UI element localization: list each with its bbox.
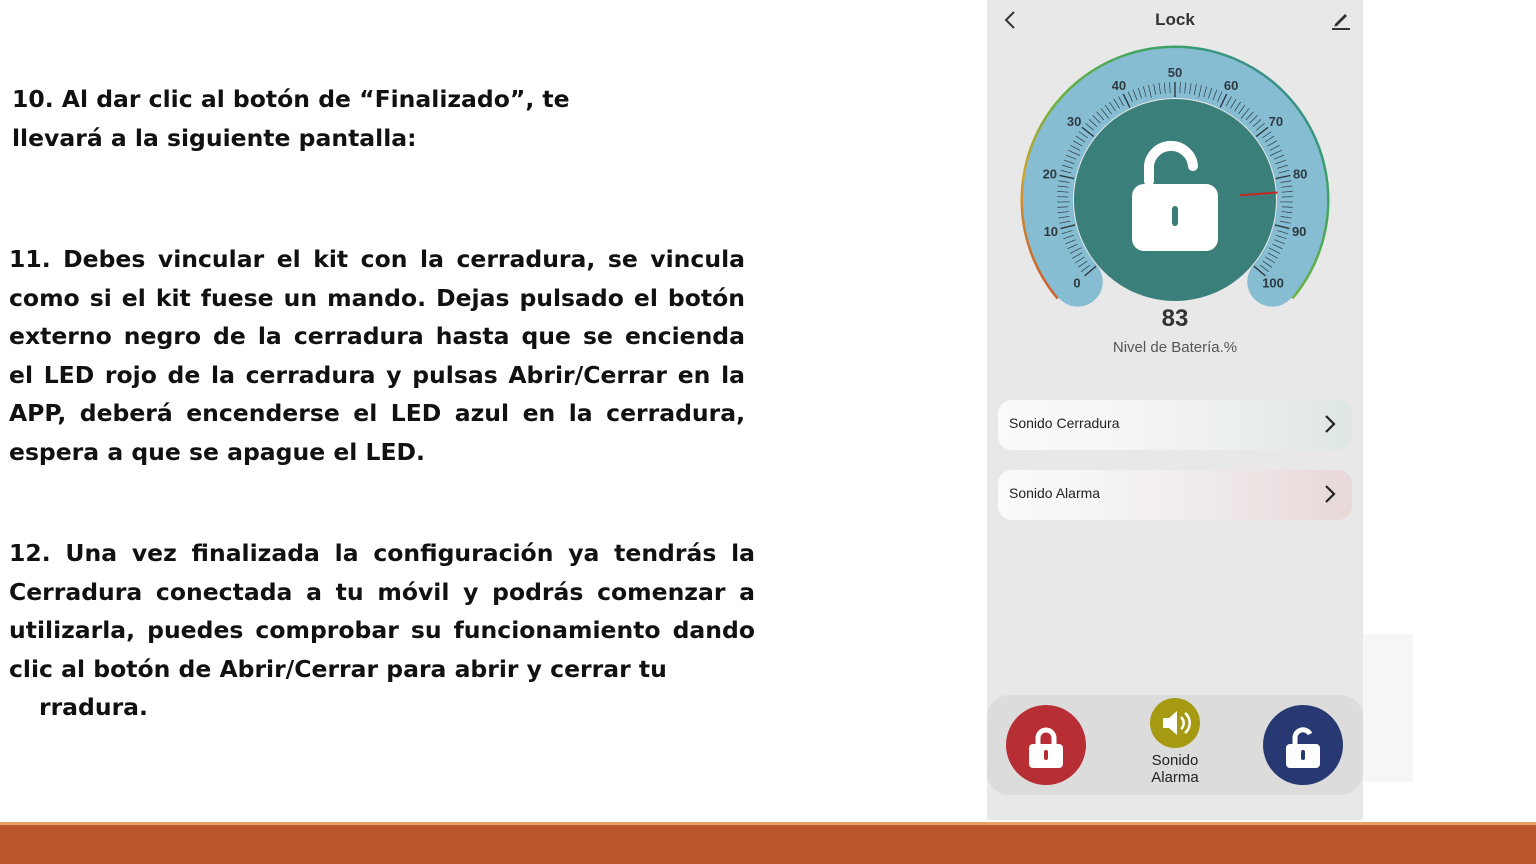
gauge-tick-label: 20 [1042, 166, 1058, 182]
gauge-tick-label: 60 [1223, 77, 1239, 93]
locked-padlock-icon [1006, 705, 1086, 785]
pencil-icon [1329, 8, 1353, 32]
step-10-text: 10. Al dar clic al botón de “Finalizado”, te llevará a la siguiente pantalla: [12, 85, 570, 152]
unlocked-padlock-icon [1263, 705, 1343, 785]
gauge-tick-label: 70 [1268, 114, 1284, 130]
gauge-tick-label: 10 [1043, 223, 1059, 239]
action-dock [987, 695, 1363, 795]
battery-label: Nivel de Batería.% [1112, 339, 1238, 356]
gauge-tick-label: 90 [1291, 223, 1307, 239]
page-title: Lock [1155, 10, 1195, 29]
instruction-document [0, 0, 780, 820]
sonido-alarma-label [1127, 752, 1223, 786]
app-header [987, 0, 1363, 42]
sonido-alarma-button[interactable] [1150, 698, 1200, 748]
gauge-tick-label: 50 [1167, 65, 1183, 80]
speaker-icon [1150, 698, 1200, 748]
chevron-right-icon [1322, 412, 1338, 436]
background-panel [1363, 634, 1413, 782]
edit-button[interactable] [1329, 8, 1353, 32]
step-12-main: 12. Una vez finalizada la configuración ya tendrás la Cerradura conectada a tu móvil y podrás comenzar a utilizarla, puedes comprobar su funcionamiento dando clic al botón de Abrir/Cerrar para abrir y cerrar tu [9, 539, 755, 683]
gauge-tick-label: 30 [1066, 114, 1082, 130]
setting-sonido-cerradura[interactable] [998, 400, 1352, 450]
alarm-label-line2: Alarma [1151, 769, 1199, 786]
chevron-right-icon [1322, 482, 1338, 506]
setting-label: Sonido Cerradura [1009, 415, 1120, 431]
alarm-label-line1: Sonido [1151, 752, 1199, 769]
battery-value: 83 [1161, 305, 1189, 332]
gauge-tick-label: 80 [1292, 166, 1308, 182]
lock-button[interactable] [1006, 705, 1086, 785]
setting-label: Sonido Alarma [1009, 485, 1101, 501]
footer-bar [0, 825, 1536, 864]
phone-screen [987, 0, 1363, 820]
step-12-tail: rradura. [39, 693, 148, 721]
gauge-tick-label: 40 [1111, 77, 1127, 93]
unlock-button[interactable] [1263, 705, 1343, 785]
battery-gauge [987, 38, 1363, 328]
gauge-tick-label: 100 [1262, 275, 1284, 291]
gauge-tick-label: 0 [1073, 275, 1081, 291]
setting-sonido-alarma[interactable] [998, 470, 1352, 520]
step-12-text [9, 534, 755, 727]
step-11-text: 11. Debes vincular el kit con la cerradura, se vincula como si el kit fuese un mando. Dejas pulsado el botón externo negro de la cerradura hasta que se encienda el LED rojo de la cerradura y pulsas Abrir/Cerrar en la APP, deberá encenderse el LED azul en la cerradura, espera a que se apague el LED. [9, 245, 745, 466]
